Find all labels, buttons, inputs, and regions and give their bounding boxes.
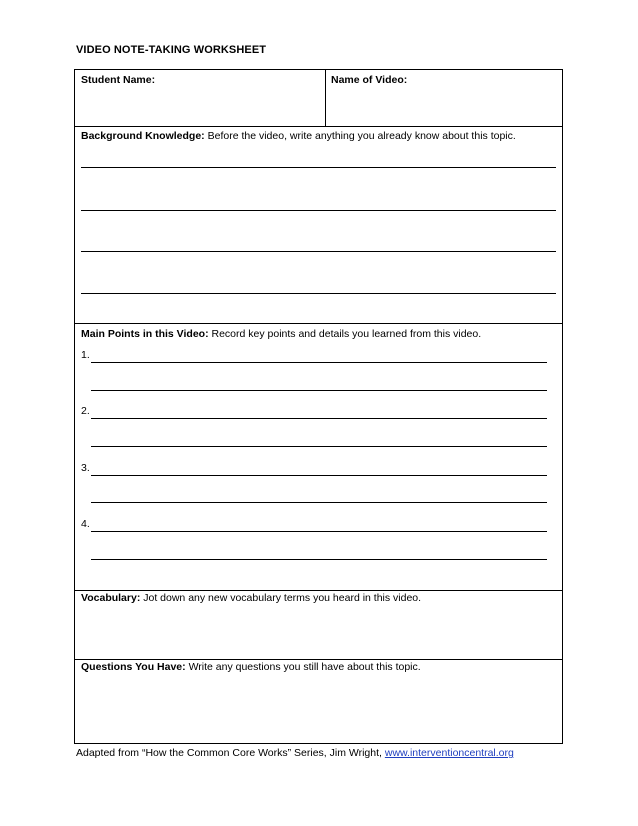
background-knowledge-section (75, 127, 562, 324)
main-points-label: Main Points in this Video: (81, 328, 209, 340)
background-writing-line[interactable] (81, 293, 556, 294)
background-writing-line[interactable] (81, 210, 556, 211)
video-name-label: Name of Video: (331, 74, 408, 86)
vocabulary-section[interactable] (75, 591, 562, 660)
vocabulary-instruction: Jot down any new vocabulary terms you heard in this video. (143, 592, 422, 604)
background-knowledge-header (81, 130, 516, 142)
questions-header (81, 661, 421, 673)
vocabulary-header (81, 592, 421, 604)
background-knowledge-instruction: Before the video, write anything you already know about this topic. (207, 130, 516, 142)
main-point-line[interactable] (91, 390, 547, 391)
questions-instruction: Write any questions you still have about this topic. (188, 661, 421, 673)
main-point-line[interactable] (91, 362, 547, 363)
main-point-line[interactable] (91, 531, 547, 532)
main-point-line[interactable] (91, 418, 547, 419)
main-points-header (81, 328, 481, 340)
worksheet-title: VIDEO NOTE-TAKING WORKSHEET (76, 44, 267, 56)
background-writing-line[interactable] (81, 251, 556, 252)
background-knowledge-label: Background Knowledge: (81, 130, 205, 142)
main-point-line[interactable] (91, 559, 547, 560)
main-point-number: 1. (81, 349, 90, 361)
questions-label: Questions You Have: (81, 661, 186, 673)
main-points-section (75, 324, 562, 591)
footer-link[interactable]: www.interventioncentral.org (384, 747, 514, 759)
main-point-line[interactable] (91, 446, 547, 447)
footer-text: Adapted from “How the Common Core Works” Series, Jim Wright, (76, 747, 382, 759)
footer (76, 747, 514, 759)
names-row (75, 70, 562, 127)
main-point-number: 3. (81, 462, 90, 474)
names-divider (325, 70, 326, 126)
questions-section[interactable] (75, 660, 562, 744)
main-points-instruction: Record key points and details you learned from this video. (211, 328, 482, 340)
main-point-line[interactable] (91, 502, 547, 503)
main-point-line[interactable] (91, 475, 547, 476)
main-point-number: 2. (81, 405, 90, 417)
vocabulary-label: Vocabulary: (81, 592, 141, 604)
student-name-label: Student Name: (81, 74, 156, 86)
worksheet-table (74, 69, 563, 744)
main-point-number: 4. (81, 518, 90, 530)
background-writing-line[interactable] (81, 167, 556, 168)
